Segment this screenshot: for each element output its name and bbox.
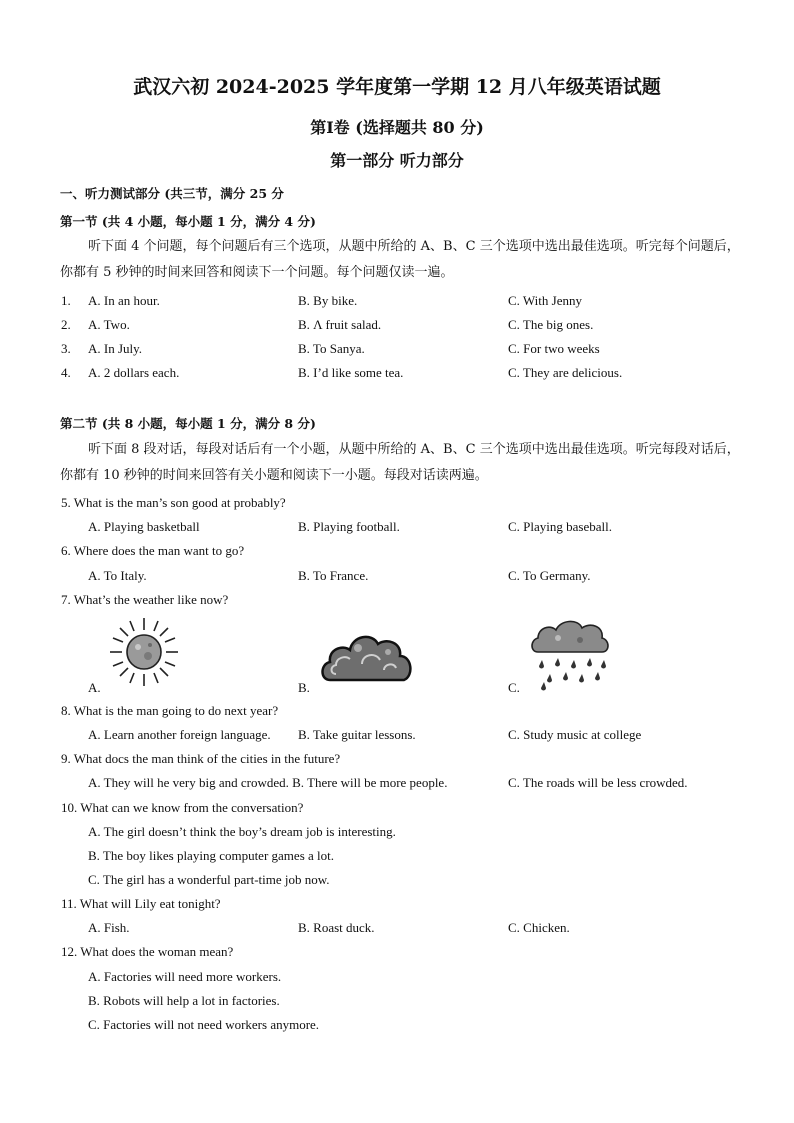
- question-6-option-c: C. To Germany.: [508, 568, 591, 583]
- exam-title: 武汉六初 2024-2025 学年度第一学期 12 月八年级英语试题: [133, 76, 661, 98]
- question-5-option-a: A. Playing basketball: [88, 519, 200, 534]
- question-5: 5. What is the man’s son good at probably?: [61, 495, 286, 510]
- part-heading: 第一部分 听力部分: [330, 151, 464, 170]
- section2-heading: 第二节 (共 8 小题，每小题 1 分，满分 8 分): [60, 416, 316, 431]
- question-7: 7. What’s the weather like now?: [61, 592, 229, 607]
- question-8-option-b: B. Take guitar lessons.: [298, 727, 416, 742]
- question-10-option-c: C. The girl has a wonderful part-time job now.: [88, 872, 330, 887]
- item-2-option-b: B. Λ fruit salad.: [298, 317, 382, 332]
- question-12-option-a: A. Factories will need more workers.: [88, 969, 282, 984]
- question-11: 11. What will Lily eat tonight?: [61, 896, 221, 911]
- question-12-option-c: C. Factories will not need workers anymore.: [88, 1017, 320, 1032]
- question-8-option-a: A. Learn another foreign language.: [88, 727, 271, 742]
- question-7-option-c: C.: [508, 680, 520, 695]
- item-4-number: 4.: [61, 365, 71, 380]
- cloud-icon: [318, 624, 416, 686]
- item-1-number: 1.: [61, 293, 71, 308]
- question-10-option-b: B. The boy likes playing computer games a lot.: [88, 848, 334, 863]
- question-9-options-a-b: A. They will he very big and crowded. B. There will be more people.: [88, 775, 448, 790]
- question-7-option-a: A.: [88, 680, 101, 695]
- rain-cloud-icon: [528, 616, 612, 692]
- question-10-option-a: A. The girl doesn’t think the boy’s dream job is interesting.: [88, 824, 396, 839]
- question-8-option-c: C. Study music at college: [508, 727, 642, 742]
- item-2-option-a: A. Two.: [88, 317, 130, 332]
- item-4-option-c: C. They are delicious.: [508, 365, 623, 380]
- item-3-option-b: B. To Sanya.: [298, 341, 365, 356]
- item-3-option-c: C. For two weeks: [508, 341, 600, 356]
- question-11-option-b: B. Roast duck.: [298, 920, 375, 935]
- item-1-option-a: A. In an hour.: [88, 293, 160, 308]
- question-6-option-b: B. To France.: [298, 568, 369, 583]
- question-6-option-a: A. To Italy.: [88, 568, 147, 583]
- question-7-option-b: B.: [298, 680, 310, 695]
- sun-icon: [108, 616, 180, 688]
- question-5-option-b: B. Playing football.: [298, 519, 400, 534]
- item-1-option-c: C. With Jenny: [508, 293, 582, 308]
- section2-instruction: 听下面 8 段对话，每段对话后有一个小题，从题中所给的 A、B、C 三个选项中选出最佳选项。听完每段对话后，你都有 10 秒钟的时间来回答有关小题和阅读下一小题。每段对话读两遍。: [60, 442, 740, 483]
- question-12-option-b: B. Robots will help a lot in factories.: [88, 993, 280, 1008]
- question-11-option-a: A. Fish.: [88, 920, 130, 935]
- question-9: 9. What docs the man think of the cities in the future?: [61, 751, 341, 766]
- listening-section-heading: 一、听力测试部分 (共三节，满分 25 分: [60, 186, 284, 201]
- volume-heading: 第Ⅰ卷 (选择题共 80 分): [310, 118, 484, 137]
- section1-instruction: 听下面 4 个问题，每个问题后有三个选项，从题中所给的 A、B、C 三个选项中选出最佳选项。听完每个问题后，你都有 5 秒钟的时间来回答和阅读下一个问题。每个问题仅读一遍。: [60, 239, 740, 280]
- item-1-option-b: B. By bike.: [298, 293, 358, 308]
- question-8: 8. What is the man going to do next year?: [61, 703, 279, 718]
- question-11-option-c: C. Chicken.: [508, 920, 570, 935]
- question-5-option-c: C. Playing baseball.: [508, 519, 612, 534]
- item-2-option-c: C. The big ones.: [508, 317, 594, 332]
- item-3-number: 3.: [61, 341, 71, 356]
- section1-heading: 第一节 (共 4 小题，每小题 1 分，满分 4 分): [60, 214, 316, 229]
- question-12: 12. What does the woman mean?: [61, 944, 234, 959]
- item-4-option-b: B. I’d like some tea.: [298, 365, 404, 380]
- item-2-number: 2.: [61, 317, 71, 332]
- item-4-option-a: A. 2 dollars each.: [88, 365, 180, 380]
- question-6: 6. Where does the man want to go?: [61, 543, 245, 558]
- question-10: 10. What can we know from the conversation?: [61, 800, 304, 815]
- item-3-option-a: A. In July.: [88, 341, 143, 356]
- question-9-option-c: C. The roads will be less crowded.: [508, 775, 688, 790]
